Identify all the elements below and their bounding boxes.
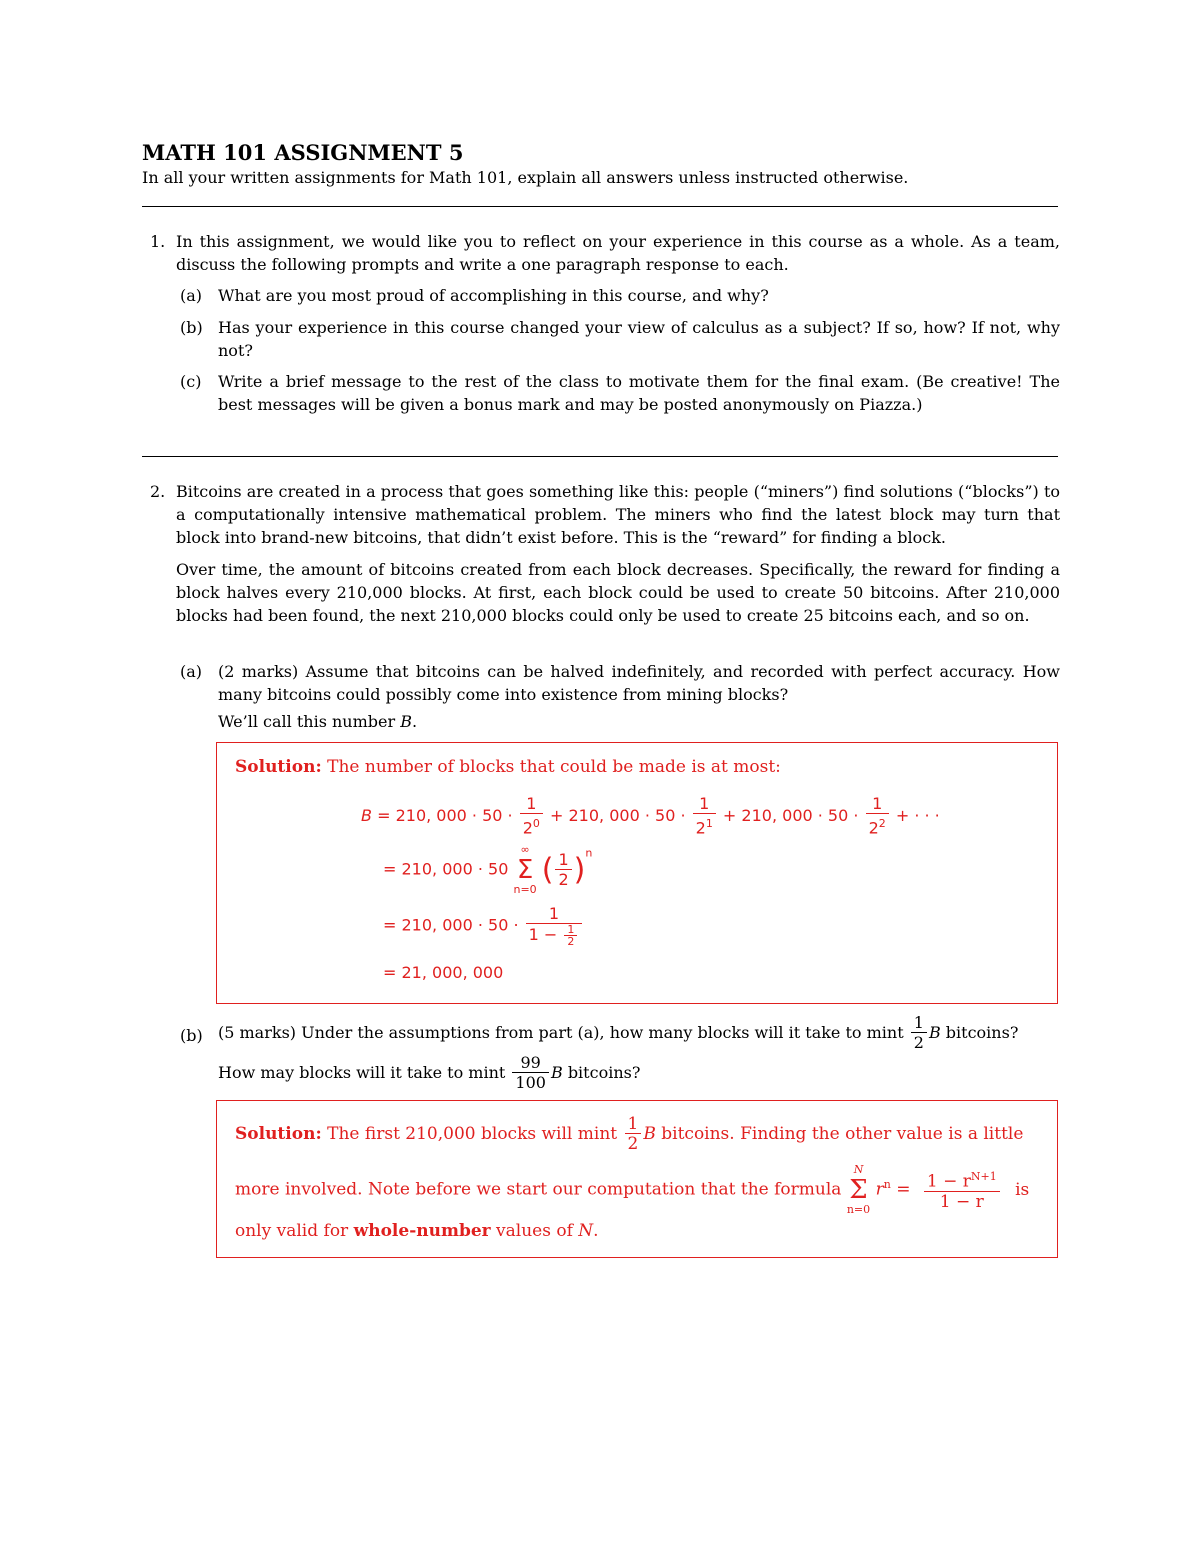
equation-line-4: = 21, 000, 000 bbox=[383, 963, 504, 982]
part-text: What are you most proud of accomplishing in this course, and why? bbox=[218, 286, 769, 305]
question-number: 1. bbox=[150, 232, 166, 251]
part-text: (2 marks) Assume that bitcoins can be halved indefinitely, and recorded with perfect accuracy. How many bitcoins could possibly come into existence from mining blocks? bbox=[218, 662, 1060, 704]
part-label: (b) bbox=[180, 318, 203, 337]
page-subtitle: In all your written assignments for Math 101, explain all answers unless instructed otherwise. bbox=[142, 168, 909, 187]
question-text: In this assignment, we would like you to reflect on your experience in this course as a whole. As a team, discuss the following prompts and write a one paragraph response to each. bbox=[176, 232, 1060, 274]
equation-line-3: = 210, 000 · 50 · 1 1 − $\frac{1}{2}$ bbox=[383, 905, 584, 947]
part-label: (a) bbox=[180, 286, 203, 305]
solution-b-line-2: more involved. Note before we start our computation that the formula N Σ n=0 $r^n$ = $\frac{1 - r^{N+1}}{1 - r}$ is bbox=[235, 1163, 1030, 1216]
divider-top bbox=[142, 206, 1058, 207]
part-text-2: How may blocks will it take to mint $\frac{99}{100}$ B bitcoins? bbox=[218, 1053, 641, 1092]
part-label: (a) bbox=[180, 662, 203, 681]
solution-label: Solution: bbox=[235, 757, 322, 777]
question-paragraph-1: Bitcoins are created in a process that goes something like this: people (“miners”) find solutions (“blocks”) to a computationally intensive mathematical problem. The miners who find the latest block may turn that block into brand-new bitcoins, that didn’t exist before. This is the “reward” for finding a block. bbox=[176, 482, 1060, 547]
solution-a-box bbox=[216, 742, 1058, 1004]
equation-line-2: = 210, 000 · 50 ∞ Σ n=0 ( $\frac{1}{2}$ )$^n$ bbox=[383, 843, 593, 896]
part-text: Has your experience in this course changed your view of calculus as a subject? If so, how? If not, why not? bbox=[218, 318, 1060, 360]
part-label: (c) bbox=[180, 372, 202, 391]
divider-middle bbox=[142, 456, 1058, 457]
solution-b-box bbox=[216, 1100, 1058, 1258]
part-text-2: We’ll call this number B. bbox=[218, 712, 418, 731]
solution-label: Solution: bbox=[235, 1124, 322, 1144]
solution-b-line-3: only valid for whole-number values of N. bbox=[235, 1221, 599, 1241]
solution-intro-text: The number of blocks that could be made is at most: bbox=[327, 757, 781, 777]
equation-line-1: B = 210, 000 · 50 · $\frac{1}{2^0}$ + 210, 000 · 50 · $\frac{1}{2^1}$ + 210, 000 · 50 · $\frac{1}{2^2}$ + · · · bbox=[361, 794, 940, 838]
solution-b-line-1: Solution: The first 210,000 blocks will mint $\frac{1}{2}$ B bitcoins. Finding the other value is a little bbox=[235, 1114, 1024, 1154]
part-text: Write a brief message to the rest of the class to motivate them for the final exam. (Be creative! The best messages will be given a bonus mark and may be posted anonymously on Piazza.) bbox=[218, 372, 1060, 414]
part-text: (5 marks) Under the assumptions from part (a), how many blocks will it take to mint $\frac{1}{2}$ B bitcoins? bbox=[218, 1013, 1019, 1052]
solution-a-intro bbox=[235, 757, 781, 777]
part-label: (b) bbox=[180, 1026, 203, 1045]
question-paragraph-2: Over time, the amount of bitcoins created from each block decreases. Specifically, the reward for finding a block halves every 210,000 blocks. At first, each block could be used to create 50 bitcoins. After 210,000 blocks had been found, the next 210,000 blocks could only be used to create 25 bitcoins each, and so on. bbox=[176, 560, 1060, 625]
question-number: 2. bbox=[150, 482, 166, 501]
page-title: MATH 101 ASSIGNMENT 5 bbox=[142, 140, 464, 165]
